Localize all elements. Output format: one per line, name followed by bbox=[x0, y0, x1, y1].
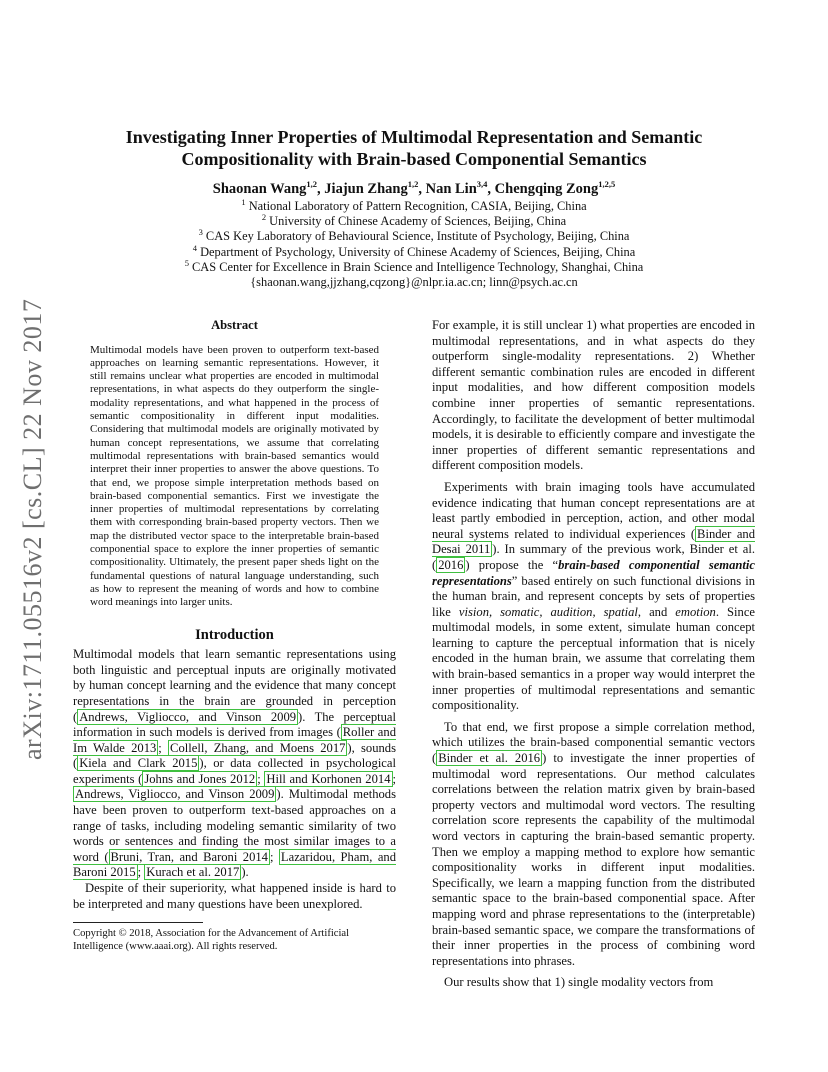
citation-link[interactable]: Andrews, Vigliocco, and Vinson 2009 bbox=[75, 787, 275, 802]
affiliation-text: CAS Key Laboratory of Behavioural Science, Institute of Psychology, Beijing, China bbox=[202, 229, 630, 244]
affiliations bbox=[74, 196, 754, 275]
abstract-heading: Abstract bbox=[211, 318, 258, 332]
citation-link[interactable]: Johns and Jones 2012 bbox=[144, 771, 256, 786]
author-affil-marker: 1,2,5 bbox=[598, 179, 616, 190]
affiliation-line bbox=[74, 229, 754, 244]
right-paragraph-1: For example, it is still unclear 1) what properties are encoded in multimodal representations, and in what aspects do they outperform single-modality representations. 2) Whether different semantic combination rules are encoded in different input modalities, and how different composition models combine inner properties of semantic representations. Accordingly, to facilitate the development of better multimodal models, it is desirable to efficiently compare and investigate the inner properties of different semantic representations and different composition models. bbox=[432, 318, 755, 473]
italic-text: emotion bbox=[675, 604, 716, 619]
author-affil-marker: 1,2 bbox=[407, 179, 419, 190]
affiliation-text: CAS Center for Excellence in Brain Science and Intelligence Technology, Shanghai, China bbox=[188, 259, 644, 274]
emphasized-term: brain-based componential semantic representations bbox=[432, 557, 755, 588]
affiliation-text: University of Chinese Academy of Sciences, Beijing, China bbox=[266, 214, 567, 229]
title-line-2: Compositionality with Brain-based Componential Semantics bbox=[181, 149, 647, 169]
right-paragraph-2: Experiments with brain imaging tools have accumulated evidence indicating that human concept representations are at least partly embodied in perception, action, and other modal neural systems related to individual experiences ( Binder and Desai 2011 ). In summary of the previous work, Binder et al. ( 2016 ) propose the “brain-based componential semantic representations” based entirely on such functional divisions in the human brain, and represent concepts by sets of properties like vision, somatic, audition, spatial, and emotion. Since multimodal models, in some extent, simulate human concept learning to capture the perceptual information that is nicely encoded in the human brain, we assume that correlating them with brain-based semantics in a proper way would interpret the inner properties of multimodal representations and semantic compositionality. bbox=[432, 479, 755, 713]
intro-paragraph-1: Multimodal models that learn semantic representations using both linguistic and perceptual inputs are originally motivated by human concept learning and the evidence that many concept representations in the brain are grounded in perception ( Andrews, Vigliocco, and Vinson 2009 ). The perceptual information in such models is derived from images ( Roller and Im Walde 2013 ; Collell, Zhang, and Moens 2017 ), sounds ( Kiela and Clark 2015 ), or data collected in psychological experiments ( Johns and Jones 2012 ; Hill and Korhonen 2014 ; Andrews, Vigliocco, and Vinson 2009 ). Multimodal methods have been proven to outperform text-based approaches on a range of tasks, including modeling semantic similarity of two words or sentences and finding the most similar images to a word ( Bruni, Tran, and Baroni 2014 ; Lazaridou, Pham, and Baroni 2015 ; Kurach et al. 2017 ). bbox=[73, 647, 396, 880]
affiliation-marker: 4 bbox=[192, 242, 197, 253]
affiliation-line bbox=[74, 214, 754, 229]
citation-link[interactable]: Binder and Desai 2011 bbox=[432, 526, 755, 557]
affiliation-marker: 2 bbox=[261, 212, 267, 223]
affiliation-text: National Laboratory of Pattern Recognition, CASIA, Beijing, China bbox=[245, 199, 587, 213]
arxiv-identifier: arXiv:1711.05516v2 [cs.CL] 22 Nov 2017 bbox=[18, 298, 47, 760]
citation-link[interactable]: Roller and Im Walde 2013 bbox=[73, 725, 396, 755]
citation-link[interactable]: Andrews, Vigliocco, and Vinson 2009 bbox=[79, 709, 297, 724]
author-list: Shaonan Wang$^{1,2}$, Jiajun Zhang$^{1,2}$, Nan Lin$^{3,4}$, Chengqing Zong$^{1,2,5}$ bbox=[212, 179, 616, 197]
right-paragraph-3: To that end, we first propose a simple correlation method, which utilizes the brain-based componential semantic vectors ( Binder et al. 2016 ) to investigate the inner properties of multimodal word representations. Our method calculates correlations between the relation matrix given by brain-based property vectors and multimodal word vectors. The resulting correlation score represents the capability of the multimodal word vectors in capturing the brain-based semantic property. Then we employ a mapping method to explore how semantic compositionality works in different input modalities. Specifically, we learn a mapping function from the distributed semantic space to the brain-based componential space. After mapping word and phrase representations to the (interpretable) brain-based semantic space, we compare the transformations of their inner properties in the process of combining word representations into phrases. bbox=[432, 719, 755, 968]
affiliation-line bbox=[74, 257, 754, 275]
affiliation-marker: 1 bbox=[241, 196, 246, 207]
affiliation-marker: 5 bbox=[184, 257, 189, 268]
affiliation-line bbox=[74, 196, 754, 214]
right-paragraph-4: Our results show that 1) single modality vectors from bbox=[444, 975, 714, 990]
copyright-footnote: Copyright © 2018, Association for the Advancement of Artificial Intelligence (www.aaai.org). All rights reserved. bbox=[73, 928, 350, 953]
affiliation-marker: 3 bbox=[198, 227, 203, 238]
paper-title bbox=[74, 126, 754, 170]
right-column bbox=[432, 318, 755, 991]
citation-link[interactable]: Kiela and Clark 2015 bbox=[79, 756, 198, 771]
citation-link[interactable]: Hill and Korhonen 2014 bbox=[266, 771, 391, 786]
citation-link[interactable]: Kurach et al. 2017 bbox=[146, 865, 240, 880]
citation-link[interactable]: Binder et al. 2016 bbox=[438, 751, 541, 766]
author-name: Shaonan Wang bbox=[212, 181, 307, 197]
author-name: Nan Lin bbox=[425, 181, 477, 197]
affiliation-text: Department of Psychology, University of Chinese Academy of Sciences, Beijing, China bbox=[196, 244, 636, 259]
citation-link[interactable]: 2016 bbox=[438, 557, 464, 572]
author-name: Chengqing Zong bbox=[494, 181, 599, 197]
introduction-heading: Introduction bbox=[195, 626, 274, 643]
author-affil-marker: 1,2 bbox=[306, 179, 318, 190]
citation-link[interactable]: Bruni, Tran, and Baroni 2014 bbox=[110, 849, 268, 864]
title-line-1: Investigating Inner Properties of Multimodal Representation and Semantic bbox=[125, 127, 703, 147]
footnote-rule bbox=[73, 922, 203, 923]
citation-link[interactable]: Collell, Zhang, and Moens 2017 bbox=[170, 740, 346, 755]
affiliation-line bbox=[74, 242, 754, 260]
abstract-text: Multimodal models have been proven to outperform text-based approaches on learning semantic representations. However, it still remains unclear what properties are encoded in multimodal representations, in what aspects do they outperform the single-modality representations, and what happened in the process of semantic compositionality in different input modalities. Considering that multimodal models are originally motivated by human concept representations, we assume that correlating multimodal representations with brain-based semantics would interpret their inner properties to answer the above questions. To that end, we propose simple interpretation methods based on brain-based componential semantics. First we investigate the inner properties of multimodal representations by correlating them with corresponding brain-based property vectors. Then we map the distributed vector space to the interpretable brain-based componential space to explore the inner properties of semantic compositionality. Ultimately, the present paper sheds light on the fundamental questions of natural language understanding, such as how to represent the meaning of words and how to combine word meanings into larger units. bbox=[90, 343, 379, 609]
left-column bbox=[73, 318, 396, 953]
author-name: Jiajun Zhang bbox=[324, 181, 408, 197]
author-affil-marker: 3,4 bbox=[476, 179, 488, 190]
affiliation-list bbox=[74, 196, 754, 290]
intro-paragraph-2: Despite of their superiority, what happened inside is hard to be interpreted and many questions have been unexplored. bbox=[73, 881, 396, 911]
citation-link[interactable]: Lazaridou, Pham, and Baroni 2015 bbox=[73, 849, 396, 880]
email-line: {shaonan.wang,jjzhang,cqzong}@nlpr.ia.ac.cn; linn@psych.ac.cn bbox=[250, 275, 578, 290]
italic-text: vision, somatic, audition, spatial bbox=[458, 604, 638, 619]
